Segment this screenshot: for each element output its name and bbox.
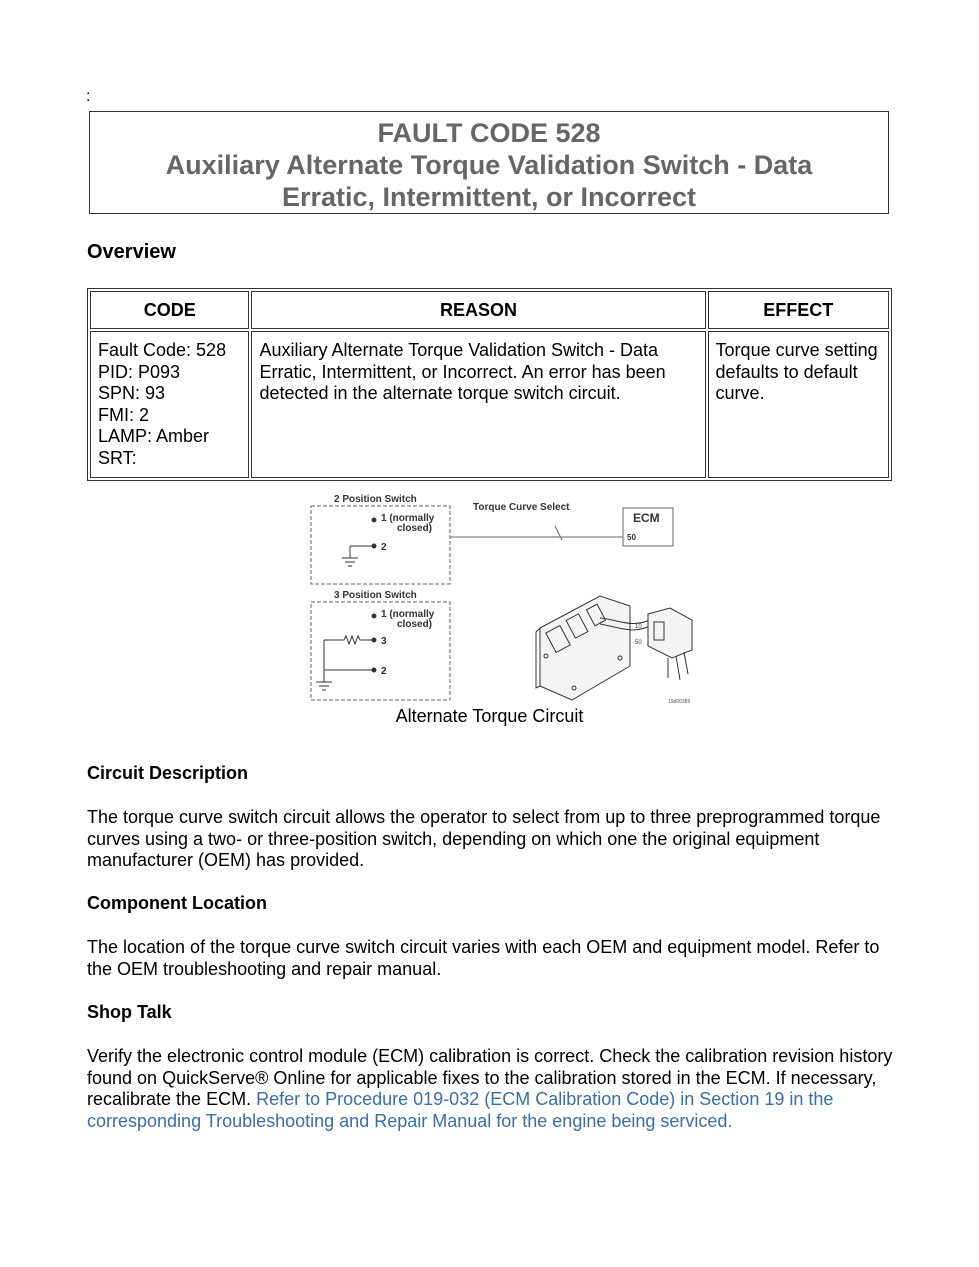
code-line: FMI: 2 (98, 404, 150, 425)
figure-id: 19d00389 (668, 699, 691, 705)
fault-code-title: FAULT CODE 528 (377, 118, 601, 148)
connector-pin-b: 50 (635, 640, 642, 646)
shop-talk-body: Verify the electronic control module (ECM) calibration is correct. Check the calibration revision history found on QuickServe® Online for applicable fixes to the calibration stored in the ECM. If necessary, recalibrate the ECM. (87, 1046, 893, 1109)
figure-caption: Alternate Torque Circuit (395, 706, 584, 726)
code-line: LAMP: Amber (98, 426, 210, 446)
wire-label: Torque Curve Select (473, 502, 570, 513)
column-header-code: CODE (90, 291, 249, 329)
pin2-label: 2 (381, 542, 387, 553)
table-row (90, 331, 889, 478)
overview-table (87, 288, 892, 481)
overview-heading: Overview (87, 241, 176, 263)
switch2-title: 2 Position Switch (334, 494, 417, 505)
component-location-text: The location of the torque curve switch circuit varies with each OEM and equipment model. Refer to the OEM troubleshooting and repair manual. (87, 937, 880, 979)
switch3-title: 3 Position Switch (334, 590, 417, 601)
component-location-heading: Component Location (87, 893, 267, 913)
code-line: PID: P093 (98, 361, 181, 382)
reason-cell: Auxiliary Alternate Torque Validation Switch - Data Erratic, Intermittent, or Incorrect. An error has been detected in the alternate torque switch circuit. (251, 331, 705, 478)
leading-colon: : (86, 88, 91, 105)
pin2-label: 2 (381, 666, 387, 677)
ecm-module-illustration (536, 596, 692, 700)
column-header-effect: EFFECT (708, 291, 889, 329)
shop-talk-heading: Shop Talk (87, 1002, 172, 1022)
connector-pin-a: 10 (635, 624, 642, 630)
pin1-label: 1 (normally (381, 513, 435, 524)
fault-code-subtitle: Auxiliary Alternate Torque Validation Switch - Data Erratic, Intermittent, or Incorrect (165, 150, 813, 212)
column-header-reason: REASON (251, 291, 705, 329)
ecm-label: ECM (633, 511, 660, 525)
alternate-torque-circuit-diagram (300, 488, 700, 708)
circuit-description-text: The torque curve switch circuit allows the operator to select from up to three preprogrammed torque curves using a two- or three-position switch, depending on which one the original equipment manufacturer (OEM) has provided. (87, 807, 881, 870)
code-line: SRT: (98, 447, 137, 468)
procedure-link[interactable]: Refer to Procedure 019-032 (ECM Calibration Code) in Section 19 in the corresponding Troubleshooting and Repair Manual for the engine being serviced. (87, 1089, 834, 1131)
code-line: SPN: 93 (98, 383, 166, 403)
shop-talk-text (87, 1046, 897, 1132)
code-line: Fault Code: 528 (98, 340, 227, 360)
pin1-label-sub: closed) (397, 619, 433, 630)
fault-title-box (89, 111, 889, 214)
pin1-label-sub: closed) (397, 523, 433, 534)
ecm-pin-label: 50 (627, 533, 636, 542)
circuit-description-heading: Circuit Description (87, 763, 249, 783)
effect-cell: Torque curve setting defaults to default curve. (708, 331, 889, 478)
code-cell (90, 331, 249, 478)
pin1-label: 1 (normally (381, 609, 435, 620)
pin3-label: 3 (381, 636, 387, 647)
